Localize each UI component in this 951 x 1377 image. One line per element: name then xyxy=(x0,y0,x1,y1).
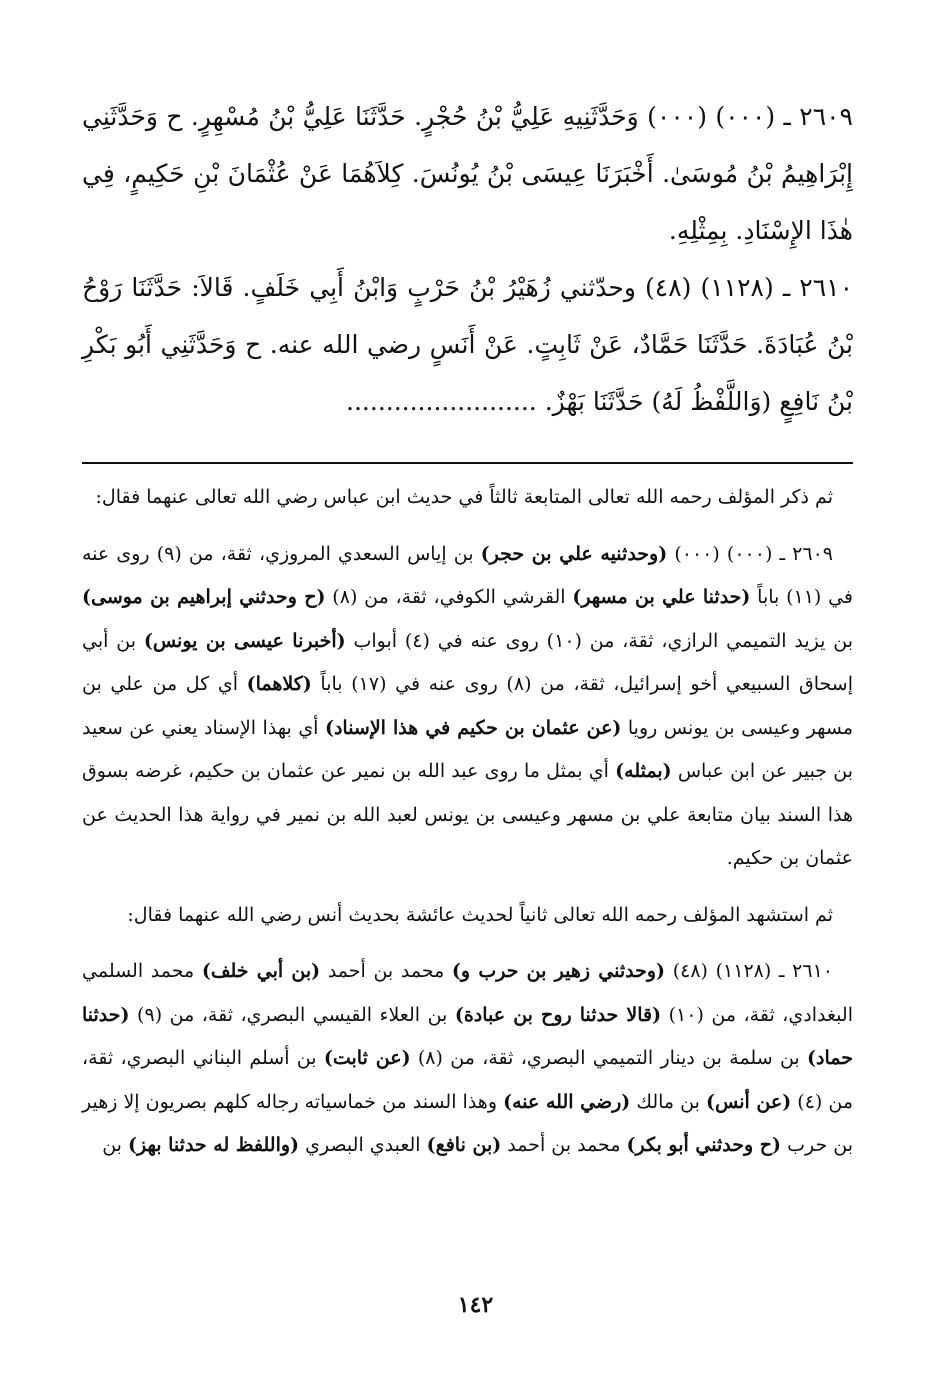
narrator-quote: (بن نافع) xyxy=(426,1134,502,1156)
commentary-text: بن سلمة بن دينار التميمي البصري، ثقة، من (٨) xyxy=(410,1047,808,1069)
commentary-text: أي بهذا الإسناد يعني عن سعيد بن جبير عن ابن عباس xyxy=(82,716,854,782)
commentary-text: بن العلاء القيسي البصري، ثقة، من (٩) xyxy=(129,1003,455,1026)
commentary-text: محمد السلمي البغدادي، ثقة، من (١٠) xyxy=(82,960,853,1026)
narrator-quote: (عن ثابت) xyxy=(323,1047,411,1069)
narrator-quote: (حدثنا علي بن مسهر) xyxy=(572,586,751,608)
commentary-text: ٢٦٠٩ ـ (٠٠٠) (٠٠٠) xyxy=(667,542,833,565)
commentary-text: أي كل من علي بن مسهر وعيسى بن يونس رويا xyxy=(82,673,853,739)
commentary-text: العبدي البصري xyxy=(299,1134,427,1156)
commentary-text: بن إياس السعدي المروزي، ثقة، من (٩) روى عنه في (١١) باباً xyxy=(82,542,853,608)
hadith-2609: ٢٦٠٩ ـ (٠٠٠) (٠٠٠) وَحَدَّثَنِيهِ عَلِيُّ بْنُ حُجْرٍ. حَدَّثَنَا عَلِيُّ بْنُ مُسْهِرٍ. ح وَحَدَّثَنِي إِبْرَاهِيمُ بْنُ مُوسَىٰ. أَخْبَرَنَا عِيسَى بْنُ يُونُسَ. كِلاَهُمَا عَنْ عُثْمَانَ بْنِ حَكِيمٍ، فِي هٰذَا الإِسْنَادِ. بِمِثْلِهِ. xyxy=(82,102,853,245)
narrator-quote: (أخبرنا عيسى بن يونس) xyxy=(143,629,346,652)
narrator-quote: (بن أبي خلف) xyxy=(201,960,321,982)
commentary-text: بن xyxy=(102,1134,128,1156)
commentary-text: بن مالك xyxy=(630,1090,706,1113)
narrator-quote: (حدثنا حماد) xyxy=(82,1003,853,1069)
intro-text: ثم ذكر المؤلف رحمه الله تعالى المتابعة ثالثاً في حديث ابن عباس رضي الله تعالى عنهما فقال: xyxy=(95,486,833,508)
commentary-text: بن يزيد التميمي الرازي، ثقة، من (١٠) روى عنه في (٤) أبواب xyxy=(345,629,853,652)
narrator-quote: (ح وحدثني إبراهيم بن موسى) xyxy=(82,586,326,608)
commentary-section xyxy=(82,476,853,1168)
commentary-text: بن أبي إسحاق السبيعي أخو إسرائيل، ثقة، من (٨) روى عنه في (١٧) باباً xyxy=(82,629,853,695)
narrator-quote: (عن عثمان بن حكيم في هذا الإسناد) xyxy=(324,716,622,739)
intro-text: ثم استشهد المؤلف رحمه الله تعالى ثانياً لحديث عائشة بحديث أنس رضي الله عنهما فقال: xyxy=(127,903,833,926)
commentary-text: أي بمثل ما روى عبد الله بن نمير عن عثمان بن حكيم، غرضه بسوق هذا السند بيان متابعة علي بن مسهر وعيسى بن يونس لعبد الله بن نمير في رواية هذا الحديث عن عثمان بن حكيم. xyxy=(82,760,853,869)
narrator-quote: (واللفظ له حدثنا بهز) xyxy=(128,1134,300,1156)
commentary-2610 xyxy=(82,950,853,1168)
commentary-text: محمد بن أحمد xyxy=(501,1134,627,1156)
narrator-quote: (ح وحدثني أبو بكر) xyxy=(626,1134,782,1156)
narrator-quote: (وحدثنيه علي بن حجر) xyxy=(480,542,668,565)
commentary-text: محمد بن أحمد xyxy=(320,960,452,982)
narrator-quote: (عن أنس) xyxy=(706,1090,792,1113)
commentary-intro-2610 xyxy=(82,894,853,938)
narrator-quote: (بمثله) xyxy=(615,760,672,782)
commentary-text: ٢٦١٠ ـ (١١٢٨) (٤٨) xyxy=(665,960,833,982)
narrator-quote: (كلاهما) xyxy=(246,673,312,695)
commentary-text: بن أسلم البناني البصري، ثقة، من (٤) xyxy=(82,1047,854,1113)
commentary-intro-2609 xyxy=(82,476,853,520)
hadith-2610: ٢٦١٠ ـ (١١٢٨) (٤٨) وحدّثني زُهَيْرُ بْنُ حَرْبٍ وَابْنُ أَبِي خَلَفٍ. قَالاَ: حَدَّثَنَا رَوْحُ بْنُ عُبَادَةَ. حَدَّثَنَا حَمَّادٌ، عَنْ ثَابِتٍ. عَنْ أَنَسٍ رضي الله عنه. ح وَحَدَّثَنِي أَبُو بَكْرِ بْنُ نَافِعٍ (وَاللَّفْظُ لَهُ) حَدَّثَنَا بَهْزٌ. ........................ xyxy=(82,273,853,416)
commentary-text: وهذا السند من خماسياته رجاله كلهم بصريون إلا زهير بن حرب xyxy=(82,1090,853,1156)
footnote-divider xyxy=(82,462,853,464)
commentary-text: القرشي الكوفي، ثقة، من (٨) xyxy=(325,586,573,608)
commentary-2609 xyxy=(82,533,853,881)
narrator-quote: (قالا حدثنا روح بن عبادة) xyxy=(454,1003,662,1026)
narrator-quote: (وحدثني زهير بن حرب و) xyxy=(451,960,666,982)
page-number: ١٤٢ xyxy=(457,1292,494,1318)
narrator-quote: (رضي الله عنه) xyxy=(503,1090,631,1113)
